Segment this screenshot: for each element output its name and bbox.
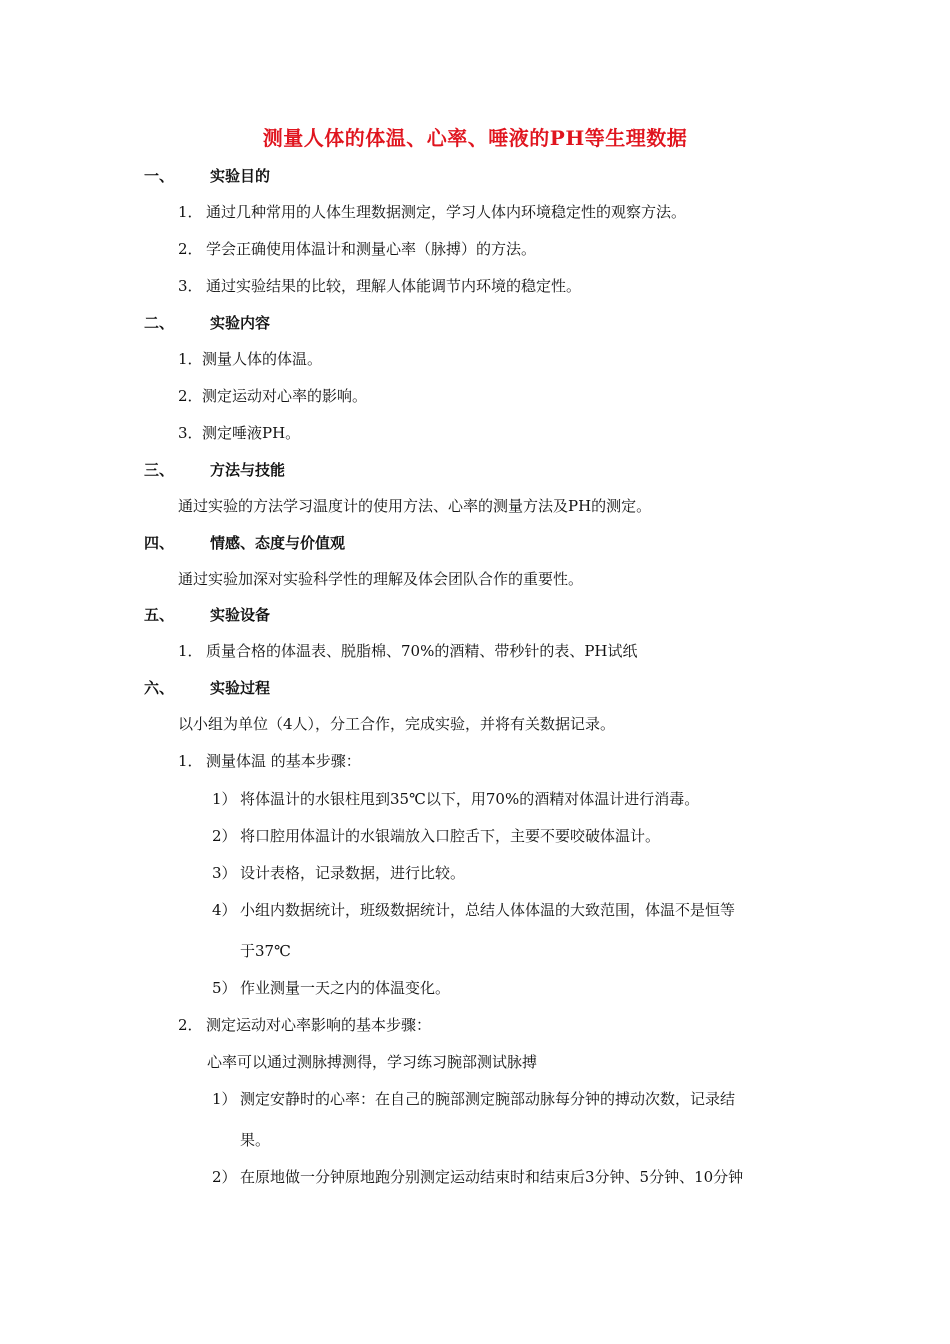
list-item: 3． 通过实验结果的比较，理解人体能调节内环境的稳定性。 <box>178 277 582 295</box>
section-heading: 六、 实验过程 <box>144 679 271 697</box>
section-heading: 五、 实验设备 <box>144 606 271 624</box>
sub-item: 2） 将口腔用体温计的水银端放入口腔舌下，主要不要咬破体温计。 <box>212 827 661 845</box>
section-heading: 二、 实验内容 <box>144 314 271 332</box>
list-item: 2．测定运动对心率的影响。 <box>178 387 368 405</box>
list-item: 1． 测量体温 的基本步骤： <box>178 752 361 770</box>
list-item: 1．测量人体的体温。 <box>178 350 323 368</box>
list-item: 3．测定唾液PH。 <box>178 424 301 442</box>
document-title: 测量人体的体温、心率、唾液的PH等生理数据 <box>262 126 688 150</box>
sub-item-continuation: 果。 <box>240 1131 271 1149</box>
sub-item: 5） 作业测量一天之内的体温变化。 <box>212 979 451 997</box>
section-heading: 一、 实验目的 <box>144 167 271 185</box>
sub-item-continuation: 于37℃ <box>240 942 291 960</box>
section-heading: 三、 方法与技能 <box>144 461 286 479</box>
sub-item: 2） 在原地做一分钟原地跑分别测定运动结束时和结束后3分钟、5分钟、10分钟 <box>212 1168 744 1186</box>
paragraph: 通过实验的方法学习温度计的使用方法、心率的测量方法及PH的测定。 <box>178 497 652 515</box>
list-item: 1． 质量合格的体温表、脱脂棉、70%的酒精、带秒针的表、PH试纸 <box>178 642 638 660</box>
list-item: 1． 通过几种常用的人体生理数据测定，学习人体内环境稳定性的观察方法。 <box>178 203 687 221</box>
sub-item: 1） 测定安静时的心率：在自己的腕部测定腕部动脉每分钟的搏动次数，记录结 <box>212 1090 736 1108</box>
paragraph: 通过实验加深对实验科学性的理解及体会团队合作的重要性。 <box>178 570 584 588</box>
section-heading: 四、 情感、态度与价值观 <box>144 534 346 552</box>
paragraph: 心率可以通过测脉搏测得，学习练习腕部测试脉搏 <box>207 1053 538 1071</box>
paragraph: 以小组为单位（4人），分工合作，完成实验，并将有关数据记录。 <box>178 715 616 733</box>
list-item: 2． 测定运动对心率影响的基本步骤： <box>178 1016 432 1034</box>
list-item: 2． 学会正确使用体温计和测量心率（脉搏）的方法。 <box>178 240 537 258</box>
sub-item: 3） 设计表格，记录数据，进行比较。 <box>212 864 466 882</box>
sub-item: 4） 小组内数据统计，班级数据统计，总结人体体温的大致范围，体温不是恒等 <box>212 901 736 919</box>
sub-item: 1） 将体温计的水银柱甩到35℃以下，用70%的酒精对体温计进行消毒。 <box>212 790 700 808</box>
